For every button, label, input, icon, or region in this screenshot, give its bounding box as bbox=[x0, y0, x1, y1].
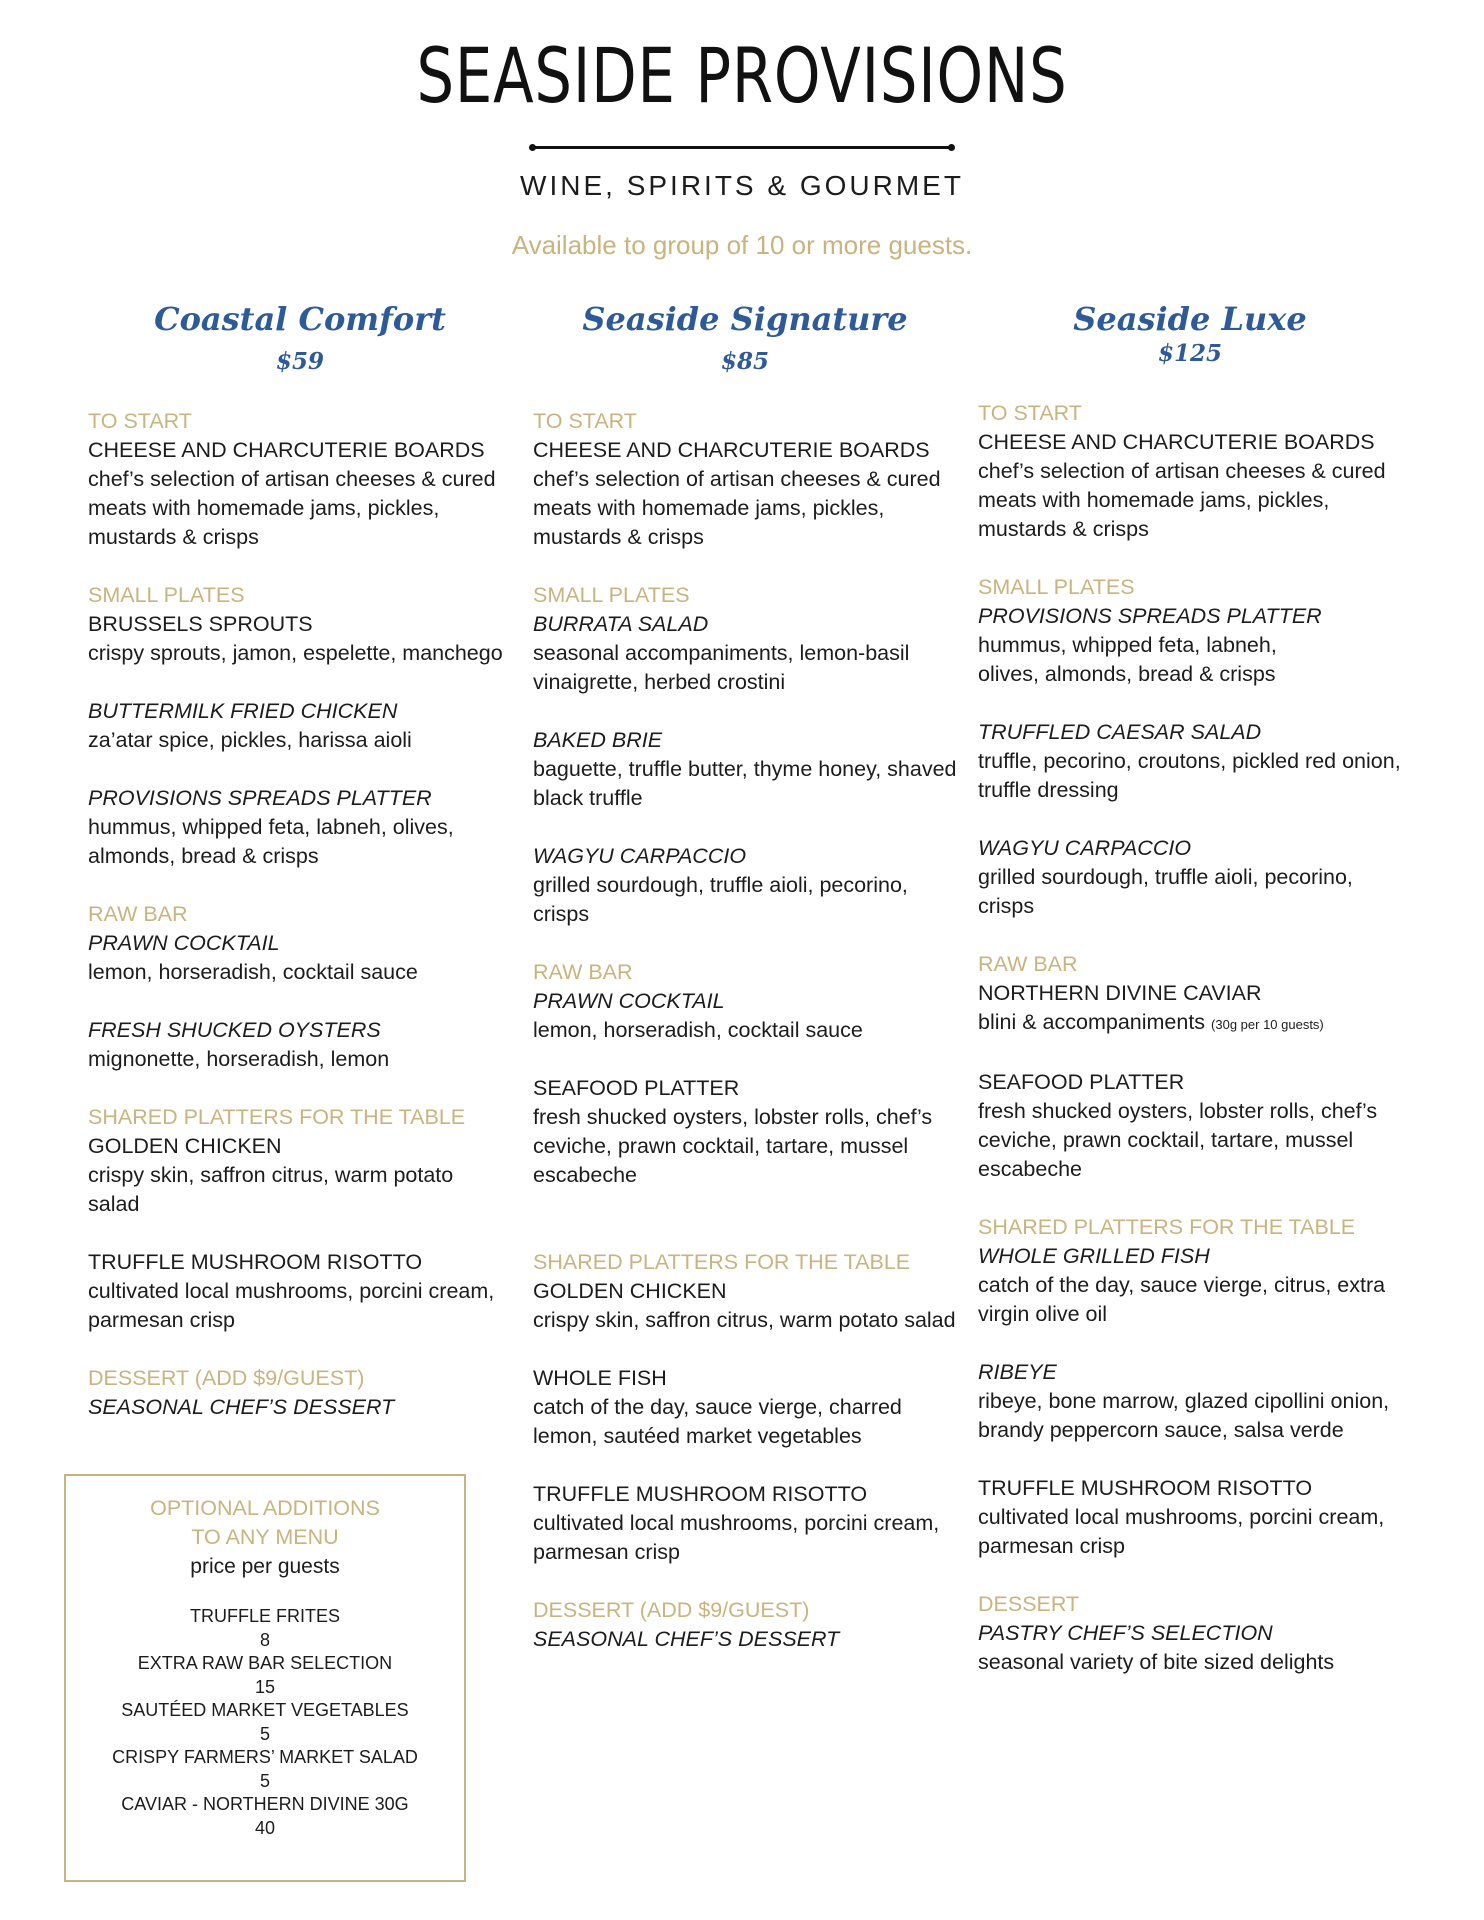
spacer bbox=[978, 689, 1418, 718]
addition-price: 40 bbox=[254, 1817, 276, 1838]
dish-description: parmesan crisp bbox=[88, 1308, 235, 1332]
dish-name: PASTRY CHEF’S SELECTION bbox=[978, 1621, 1273, 1645]
dish-description: chef’s selection of artisan cheeses & cured bbox=[978, 459, 1386, 483]
spacer bbox=[533, 697, 963, 726]
dish-description: black truffle bbox=[533, 786, 643, 810]
dish-name: SEASONAL CHEF’S DESSERT bbox=[533, 1627, 840, 1651]
dish-name: TRUFFLE MUSHROOM RISOTTO bbox=[88, 1250, 423, 1274]
spacer bbox=[978, 1184, 1418, 1213]
dish-description: hummus, whipped feta, labneh, olives, bbox=[88, 815, 454, 839]
spacer bbox=[88, 987, 508, 1016]
dish-description: fresh shucked oysters, lobster rolls, chef’s bbox=[978, 1099, 1378, 1123]
dish-description: cultivated local mushrooms, porcini cream, bbox=[533, 1511, 940, 1535]
dish-description: lemon, horseradish, cocktail sauce bbox=[88, 960, 418, 984]
spacer bbox=[978, 805, 1418, 834]
dish-name: TRUFFLE MUSHROOM RISOTTO bbox=[533, 1482, 868, 1506]
dish-name: TRUFFLED CAESAR SALAD bbox=[978, 720, 1262, 744]
dish-description: catch of the day, sauce vierge, citrus, extra bbox=[978, 1273, 1386, 1297]
spacer bbox=[88, 755, 508, 784]
spacer bbox=[978, 921, 1418, 950]
optional-title-line2: TO ANY MENU bbox=[191, 1525, 339, 1549]
spacer bbox=[978, 1329, 1418, 1358]
dish-name: CHEESE AND CHARCUTERIE BOARDS bbox=[978, 430, 1375, 454]
spacer bbox=[88, 1074, 508, 1103]
dish-description: ribeye, bone marrow, glazed cipollini onion, bbox=[978, 1389, 1390, 1413]
dish-description: mustards & crisps bbox=[533, 525, 704, 549]
dish-description: baguette, truffle butter, thyme honey, shaved bbox=[533, 757, 957, 781]
dish-description: truffle dressing bbox=[978, 778, 1119, 802]
menu-items bbox=[88, 407, 508, 1422]
dish-description: parmesan crisp bbox=[533, 1540, 680, 1564]
dish-name: CHEESE AND CHARCUTERIE BOARDS bbox=[533, 438, 930, 462]
menu-price: $125 bbox=[1157, 340, 1222, 367]
dish-description: crispy sprouts, jamon, espelette, manchego bbox=[88, 641, 503, 665]
dish-description: escabeche bbox=[533, 1163, 637, 1187]
spacer bbox=[88, 668, 508, 697]
spacer bbox=[88, 1335, 508, 1364]
menu-title: Seaside Signature bbox=[582, 300, 908, 338]
section-heading: SMALL PLATES bbox=[88, 583, 245, 607]
spacer bbox=[978, 1561, 1418, 1590]
spacer bbox=[978, 1445, 1418, 1474]
logo-divider bbox=[532, 146, 952, 149]
dish-description bbox=[978, 1008, 1418, 1039]
section-heading: SMALL PLATES bbox=[978, 575, 1135, 599]
dish-name: PROVISIONS SPREADS PLATTER bbox=[978, 604, 1322, 628]
dish-description: truffle, pecorino, croutons, pickled red onion, bbox=[978, 749, 1401, 773]
addition-name: TRUFFLE FRITES bbox=[189, 1606, 340, 1626]
dish-name: GOLDEN CHICKEN bbox=[88, 1134, 282, 1158]
section-heading: TO START bbox=[533, 409, 637, 433]
dish-name: WHOLE FISH bbox=[533, 1366, 667, 1390]
addition-price: 5 bbox=[259, 1770, 270, 1791]
addition-price: 8 bbox=[259, 1629, 270, 1650]
section-heading: RAW BAR bbox=[88, 902, 188, 926]
dish-description: hummus, whipped feta, labneh, bbox=[978, 633, 1277, 657]
dish-description-text: blini & accompaniments bbox=[978, 1010, 1212, 1034]
menu-title: Coastal Comfort bbox=[154, 300, 446, 338]
dish-description: cultivated local mushrooms, porcini cream, bbox=[978, 1505, 1385, 1529]
section-heading: RAW BAR bbox=[978, 952, 1078, 976]
tagline: WINE, SPIRITS & GOURMET bbox=[520, 170, 964, 201]
spacer bbox=[533, 1045, 963, 1074]
dish-description: seasonal accompaniments, lemon-basil bbox=[533, 641, 910, 665]
dish-description: fresh shucked oysters, lobster rolls, chef’s bbox=[533, 1105, 933, 1129]
dish-name: PROVISIONS SPREADS PLATTER bbox=[88, 786, 432, 810]
dish-description: olives, almonds, bread & crisps bbox=[978, 662, 1276, 686]
dish-description: meats with homemade jams, pickles, bbox=[978, 488, 1330, 512]
dish-name: PRAWN COCKTAIL bbox=[88, 931, 280, 955]
spacer bbox=[533, 1190, 963, 1219]
dish-description: crispy skin, saffron citrus, warm potato salad bbox=[533, 1308, 956, 1332]
dish-name: BUTTERMILK FRIED CHICKEN bbox=[88, 699, 398, 723]
spacer bbox=[533, 1451, 963, 1480]
optional-additions-list bbox=[66, 1605, 464, 1840]
dish-name: BRUSSELS SPROUTS bbox=[88, 612, 313, 636]
dish-name: CHEESE AND CHARCUTERIE BOARDS bbox=[88, 438, 485, 462]
optional-subtitle: price per guests bbox=[190, 1555, 340, 1578]
dish-description: meats with homemade jams, pickles, bbox=[533, 496, 885, 520]
dish-description: meats with homemade jams, pickles, bbox=[88, 496, 440, 520]
spacer bbox=[533, 929, 963, 958]
dish-name: WAGYU CARPACCIO bbox=[533, 844, 747, 868]
dish-description: vinaigrette, herbed crostini bbox=[533, 670, 786, 694]
dish-name: RIBEYE bbox=[978, 1360, 1057, 1384]
addition-name: CRISPY FARMERS’ MARKET SALAD bbox=[112, 1747, 418, 1767]
dish-name: TRUFFLE MUSHROOM RISOTTO bbox=[978, 1476, 1313, 1500]
section-heading: TO START bbox=[88, 409, 192, 433]
menu-price: $59 bbox=[275, 348, 324, 375]
dish-name: NORTHERN DIVINE CAVIAR bbox=[978, 981, 1262, 1005]
section-heading: TO START bbox=[978, 401, 1082, 425]
brand-logo: SEASIDE PROVISIONS bbox=[416, 31, 1068, 120]
dish-description: crisps bbox=[978, 894, 1035, 918]
dish-description: brandy peppercorn sauce, salsa verde bbox=[978, 1418, 1344, 1442]
section-heading: SHARED PLATTERS FOR THE TABLE bbox=[978, 1215, 1356, 1239]
dish-description: parmesan crisp bbox=[978, 1534, 1125, 1558]
dish-description: lemon, sautéed market vegetables bbox=[533, 1424, 862, 1448]
section-heading: SHARED PLATTERS FOR THE TABLE bbox=[88, 1105, 466, 1129]
dish-description: escabeche bbox=[978, 1157, 1082, 1181]
dish-name: SEASONAL CHEF’S DESSERT bbox=[88, 1395, 395, 1419]
dish-description: virgin olive oil bbox=[978, 1302, 1108, 1326]
dish-description: cultivated local mushrooms, porcini cream, bbox=[88, 1279, 495, 1303]
dish-name: BAKED BRIE bbox=[533, 728, 663, 752]
dish-description: catch of the day, sauce vierge, charred bbox=[533, 1395, 902, 1419]
spacer bbox=[533, 1219, 963, 1248]
section-heading: DESSERT (ADD $9/GUEST) bbox=[533, 1598, 810, 1622]
optional-additions-box bbox=[64, 1474, 466, 1882]
dish-description: almonds, bread & crisps bbox=[88, 844, 319, 868]
portion-note: (30g per 10 guests) bbox=[1211, 1017, 1324, 1032]
spacer bbox=[533, 1335, 963, 1364]
addition-price: 15 bbox=[254, 1676, 276, 1697]
dish-description: ceviche, prawn cocktail, tartare, mussel bbox=[978, 1128, 1354, 1152]
section-heading: SHARED PLATTERS FOR THE TABLE bbox=[533, 1250, 911, 1274]
spacer bbox=[533, 552, 963, 581]
optional-additions-title bbox=[66, 1494, 464, 1552]
dish-name: BURRATA SALAD bbox=[533, 612, 709, 636]
dish-name: SEAFOOD PLATTER bbox=[533, 1076, 740, 1100]
dish-name: WHOLE GRILLED FISH bbox=[978, 1244, 1210, 1268]
addition-name: SAUTÉED MARKET VEGETABLES bbox=[121, 1700, 409, 1720]
section-heading: SMALL PLATES bbox=[533, 583, 690, 607]
menu-items bbox=[533, 407, 963, 1654]
dish-description: ceviche, prawn cocktail, tartare, mussel bbox=[533, 1134, 909, 1158]
dish-name: GOLDEN CHICKEN bbox=[533, 1279, 727, 1303]
section-heading: RAW BAR bbox=[533, 960, 633, 984]
dish-description: za’atar spice, pickles, harissa aioli bbox=[88, 728, 412, 752]
menu-title: Seaside Luxe bbox=[1073, 300, 1307, 338]
dish-description: chef’s selection of artisan cheeses & cured bbox=[533, 467, 941, 491]
spacer bbox=[533, 813, 963, 842]
dish-name: PRAWN COCKTAIL bbox=[533, 989, 725, 1013]
dish-description: lemon, horseradish, cocktail sauce bbox=[533, 1018, 863, 1042]
dish-description: crispy skin, saffron citrus, warm potato salad bbox=[88, 1163, 454, 1216]
addition-price: 5 bbox=[259, 1723, 270, 1744]
spacer bbox=[88, 1219, 508, 1248]
section-heading: DESSERT (ADD $9/GUEST) bbox=[88, 1366, 365, 1390]
addition-name: EXTRA RAW BAR SELECTION bbox=[137, 1653, 393, 1673]
dish-description: mustards & crisps bbox=[978, 517, 1149, 541]
optional-title-line1: OPTIONAL ADDITIONS bbox=[150, 1496, 380, 1520]
menu-price: $85 bbox=[720, 348, 769, 375]
dish-name: WAGYU CARPACCIO bbox=[978, 836, 1192, 860]
dish-description: mignonette, horseradish, lemon bbox=[88, 1047, 390, 1071]
availability-note: Available to group of 10 or more guests. bbox=[511, 230, 973, 260]
spacer bbox=[88, 871, 508, 900]
menu-items bbox=[978, 399, 1418, 1677]
dish-description: crisps bbox=[533, 902, 590, 926]
dish-description: mustards & crisps bbox=[88, 525, 259, 549]
dish-description: seasonal variety of bite sized delights bbox=[978, 1650, 1335, 1674]
dish-description: grilled sourdough, truffle aioli, pecorino, bbox=[978, 865, 1353, 889]
dish-name: FRESH SHUCKED OYSTERS bbox=[88, 1018, 381, 1042]
spacer bbox=[978, 544, 1418, 573]
addition-name: CAVIAR - NORTHERN DIVINE 30G bbox=[121, 1794, 409, 1814]
spacer bbox=[533, 1567, 963, 1596]
dish-description: grilled sourdough, truffle aioli, pecorino, bbox=[533, 873, 908, 897]
spacer bbox=[88, 552, 508, 581]
dish-name: SEAFOOD PLATTER bbox=[978, 1070, 1185, 1094]
dish-description: chef’s selection of artisan cheeses & cured bbox=[88, 467, 496, 491]
section-heading: DESSERT bbox=[978, 1592, 1080, 1616]
spacer bbox=[978, 1039, 1418, 1068]
